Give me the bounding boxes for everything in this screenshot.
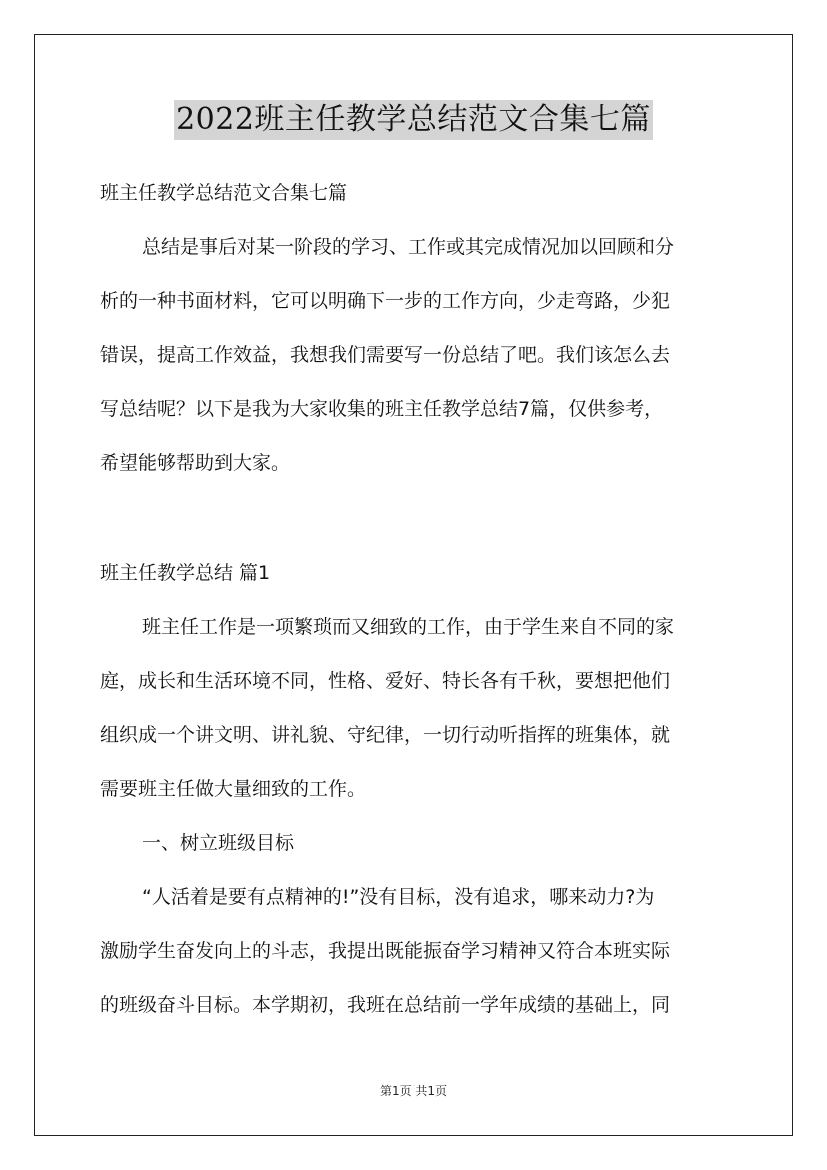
text-line bbox=[100, 978, 726, 1032]
text-line bbox=[100, 654, 726, 708]
text-line-content: 需要班主任做大量细致的工作。 bbox=[100, 778, 367, 800]
text-line-content: 班主任教学总结范文合集七篇 bbox=[100, 182, 348, 204]
text-line bbox=[100, 220, 726, 274]
text-line-content: 写总结呢？以下是我为大家收集的班主任教学总结7篇，仅供参考， bbox=[100, 398, 664, 420]
text-line-content: 错误，提高工作效益，我想我们需要写一份总结了吧。我们该怎么去 bbox=[100, 344, 671, 366]
text-line-content: “人活着是要有点精神的!”没有目标，没有追求，哪来动力?为 bbox=[142, 886, 655, 908]
page-footer: 第1页 共1页 bbox=[379, 1084, 448, 1098]
text-line bbox=[100, 708, 726, 762]
text-line-content: 一、树立班级目标 bbox=[142, 832, 295, 854]
text-line bbox=[100, 274, 726, 328]
text-line-content: 的班级奋斗目标。本学期初，我班在总结前一学年成绩的基础上，同 bbox=[100, 994, 671, 1016]
text-line bbox=[100, 382, 726, 436]
text-line bbox=[100, 870, 726, 924]
text-line-content: 班主任教学总结 篇1 bbox=[100, 562, 271, 584]
text-line-content: 班主任工作是一项繁琐而又细致的工作，由于学生来自不同的家 bbox=[142, 616, 675, 638]
text-line bbox=[100, 924, 726, 978]
text-line bbox=[100, 436, 726, 490]
title-container bbox=[0, 100, 827, 140]
document-title: 2022班主任教学总结范文合集七篇 bbox=[174, 100, 653, 140]
text-line-content: 组织成一个讲文明、讲礼貌、守纪律，一切行动听指挥的班集体，就 bbox=[100, 724, 671, 746]
text-line-content: 析的一种书面材料，它可以明确下一步的工作方向，少走弯路，少犯 bbox=[100, 290, 671, 312]
text-line bbox=[100, 600, 726, 654]
text-line bbox=[100, 328, 726, 382]
text-line bbox=[100, 816, 726, 870]
text-line bbox=[100, 762, 726, 816]
text-line-content: 激励学生奋发向上的斗志，我提出既能振奋学习精神又符合本班实际 bbox=[100, 940, 671, 962]
text-line-content: 总结是事后对某一阶段的学习、工作或其完成情况加以回顾和分 bbox=[142, 236, 675, 258]
text-line-content: 庭，成长和生活环境不同，性格、爱好、特长各有千秋，要想把他们 bbox=[100, 670, 671, 692]
text-line bbox=[100, 546, 726, 600]
text-line bbox=[100, 166, 726, 220]
text-line-content: 希望能够帮助到大家。 bbox=[100, 452, 291, 474]
